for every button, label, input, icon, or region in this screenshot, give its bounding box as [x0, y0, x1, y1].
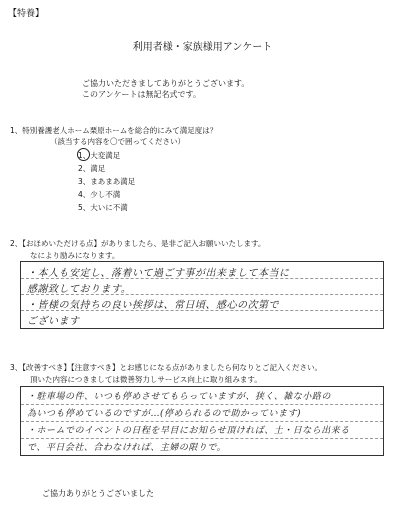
q1-option-3[interactable]: 3、まあまあ満足 — [78, 177, 136, 186]
q2-answer-box[interactable] — [20, 261, 384, 329]
intro-line-1: ご協力いただきましてありがとうございます。 — [82, 79, 250, 88]
page-title: 利用者様・家族様用アンケート — [132, 42, 273, 53]
q3-question: 3、【改善すべき】【注意すべき】とお感じになる点がありましたら何なりとご記入ください。 — [10, 363, 322, 372]
q1-question: 1、特別養護老人ホーム栗原ホームを総合的にみて満足度は？ — [10, 126, 218, 135]
q2-answer-line-2: 感謝致しております。 — [27, 284, 132, 295]
q2-note: なにより励みになります。 — [30, 251, 120, 260]
q3-answer-box[interactable] — [20, 386, 384, 456]
q3-ruled-line — [21, 421, 383, 422]
q2-answer-line-3: ・皆様の気持ちの良い挨拶は、常日頃、感心の次第で — [27, 300, 279, 311]
q3-answer-line-1: ・駐車場の件、いつも停めさせてもらっていますが、狭く、雑な小路の — [27, 392, 331, 402]
intro-line-2: このアンケートは無記名式です。 — [82, 90, 201, 99]
q3-ruled-line — [21, 404, 383, 405]
form-tag: 【特養】 — [8, 9, 45, 19]
q1-option-2[interactable]: 2、満足 — [78, 164, 106, 173]
q2-answer-line-4: ございます — [27, 316, 80, 327]
thank-you-footer: ご協力ありがとうございました — [42, 489, 154, 498]
q3-answer-line-2: 為いつも停めているのですが…(停められるので助かっています) — [27, 409, 302, 419]
q1-instruction: （該当する内容を〇で囲ってください） — [50, 137, 185, 146]
q3-note: 頂いた内容につきましては微善努力しサービス向上に取り組みます。 — [30, 375, 262, 384]
q1-option-1[interactable]: 1、大変満足 — [78, 151, 121, 160]
q3-ruled-line — [21, 438, 383, 439]
q3-answer-line-3: ・ホームでのイベントの日程を早目にお知らせ頂ければ、土・日なら出来る — [27, 426, 350, 436]
q1-option-5[interactable]: 5、大いに不満 — [78, 203, 128, 212]
q2-question: 2、【おほめいただける点】がありましたら、是非ご記入お願いいたします。 — [10, 239, 266, 248]
q2-answer-line-1: ・本人も安定し、落着いて過ごす事が出来まして本当に — [27, 268, 290, 279]
q1-option-4[interactable]: 4、少し不満 — [78, 190, 121, 199]
q3-answer-line-4: で、平日会社、合わなければ、主婦の限りで。 — [27, 443, 227, 453]
